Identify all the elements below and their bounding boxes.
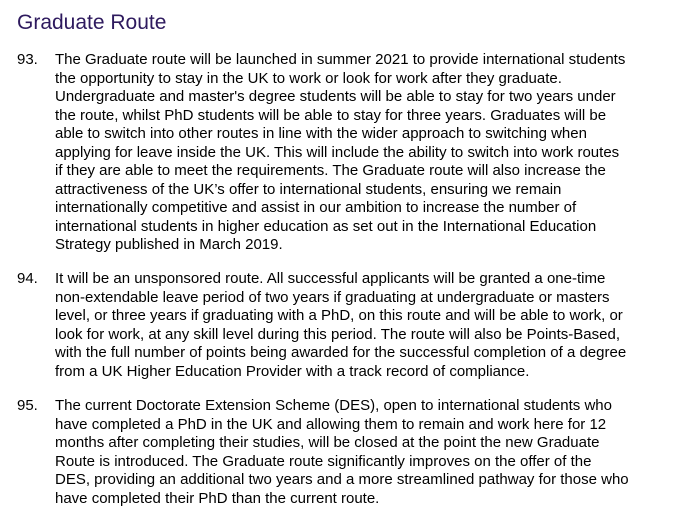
text-line: The Graduate route will be launched in summer 2021 to provide international students <box>55 51 626 68</box>
text-line: level, or three years if graduating with a PhD, on this route and will be able to work, or <box>55 307 623 324</box>
text-line: the opportunity to stay in the UK to work or look for work after they graduate. <box>55 69 562 87</box>
text-line: Undergraduate and master's degree students will be able to stay for two years under <box>55 88 616 105</box>
paragraph-number: 94. <box>17 270 38 287</box>
text-line: The current Doctorate Extension Scheme (DES), open to international students who <box>55 397 612 414</box>
text-line: if they are able to meet the requirements. The Graduate route will also increase the <box>55 162 606 179</box>
text-line: months after completing their studies, will be closed at the point the new Graduate <box>55 434 600 451</box>
text-line: non-extendable leave period of two years if graduating at undergraduate or masters <box>55 288 610 306</box>
paragraph-text <box>55 51 625 255</box>
text-line: have completed a PhD in the UK and allowing them to remain and work here for 12 <box>55 415 607 433</box>
text-line: internationally competitive and assist in our ambition to increase the number of <box>55 199 577 216</box>
text-line: international students in higher education as set out in the International Education <box>55 217 597 235</box>
text-line: have completed their PhD than the current route. <box>55 489 380 507</box>
text-line: applying for leave inside the UK. This will include the ability to switch into work routes <box>55 143 620 161</box>
text-line: attractiveness of the UK’s offer to international students, ensuring we remain <box>55 180 562 198</box>
text-line: from a UK Higher Education Provider with a track record of compliance. <box>55 362 530 380</box>
text-line: able to switch into other routes in line with the wider approach to switching when <box>55 125 587 142</box>
paragraph-number: 95. <box>17 397 38 414</box>
paragraph-text <box>55 397 629 508</box>
text-line: DES, providing an additional two years and a more streamlined pathway for those who <box>55 471 629 488</box>
text-line: Route is introduced. The Graduate route significantly improves on the offer of the <box>55 452 592 470</box>
text-line: It will be an unsponsored route. All successful applicants will be granted a one-time <box>55 270 606 287</box>
text-line: Strategy published in March 2019. <box>55 236 283 253</box>
section-heading: Graduate Route <box>17 11 167 34</box>
text-line: look for work, at any skill level during this period. The route will also be Points-Based, <box>55 325 620 343</box>
paragraph-text <box>55 270 626 381</box>
paragraph-number: 93. <box>17 51 38 68</box>
text-line: the route, whilst PhD students will be able to stay for three years. Graduates will be <box>55 106 607 124</box>
text-line: with the full number of points being awarded for the successful completion of a degree <box>55 344 627 361</box>
